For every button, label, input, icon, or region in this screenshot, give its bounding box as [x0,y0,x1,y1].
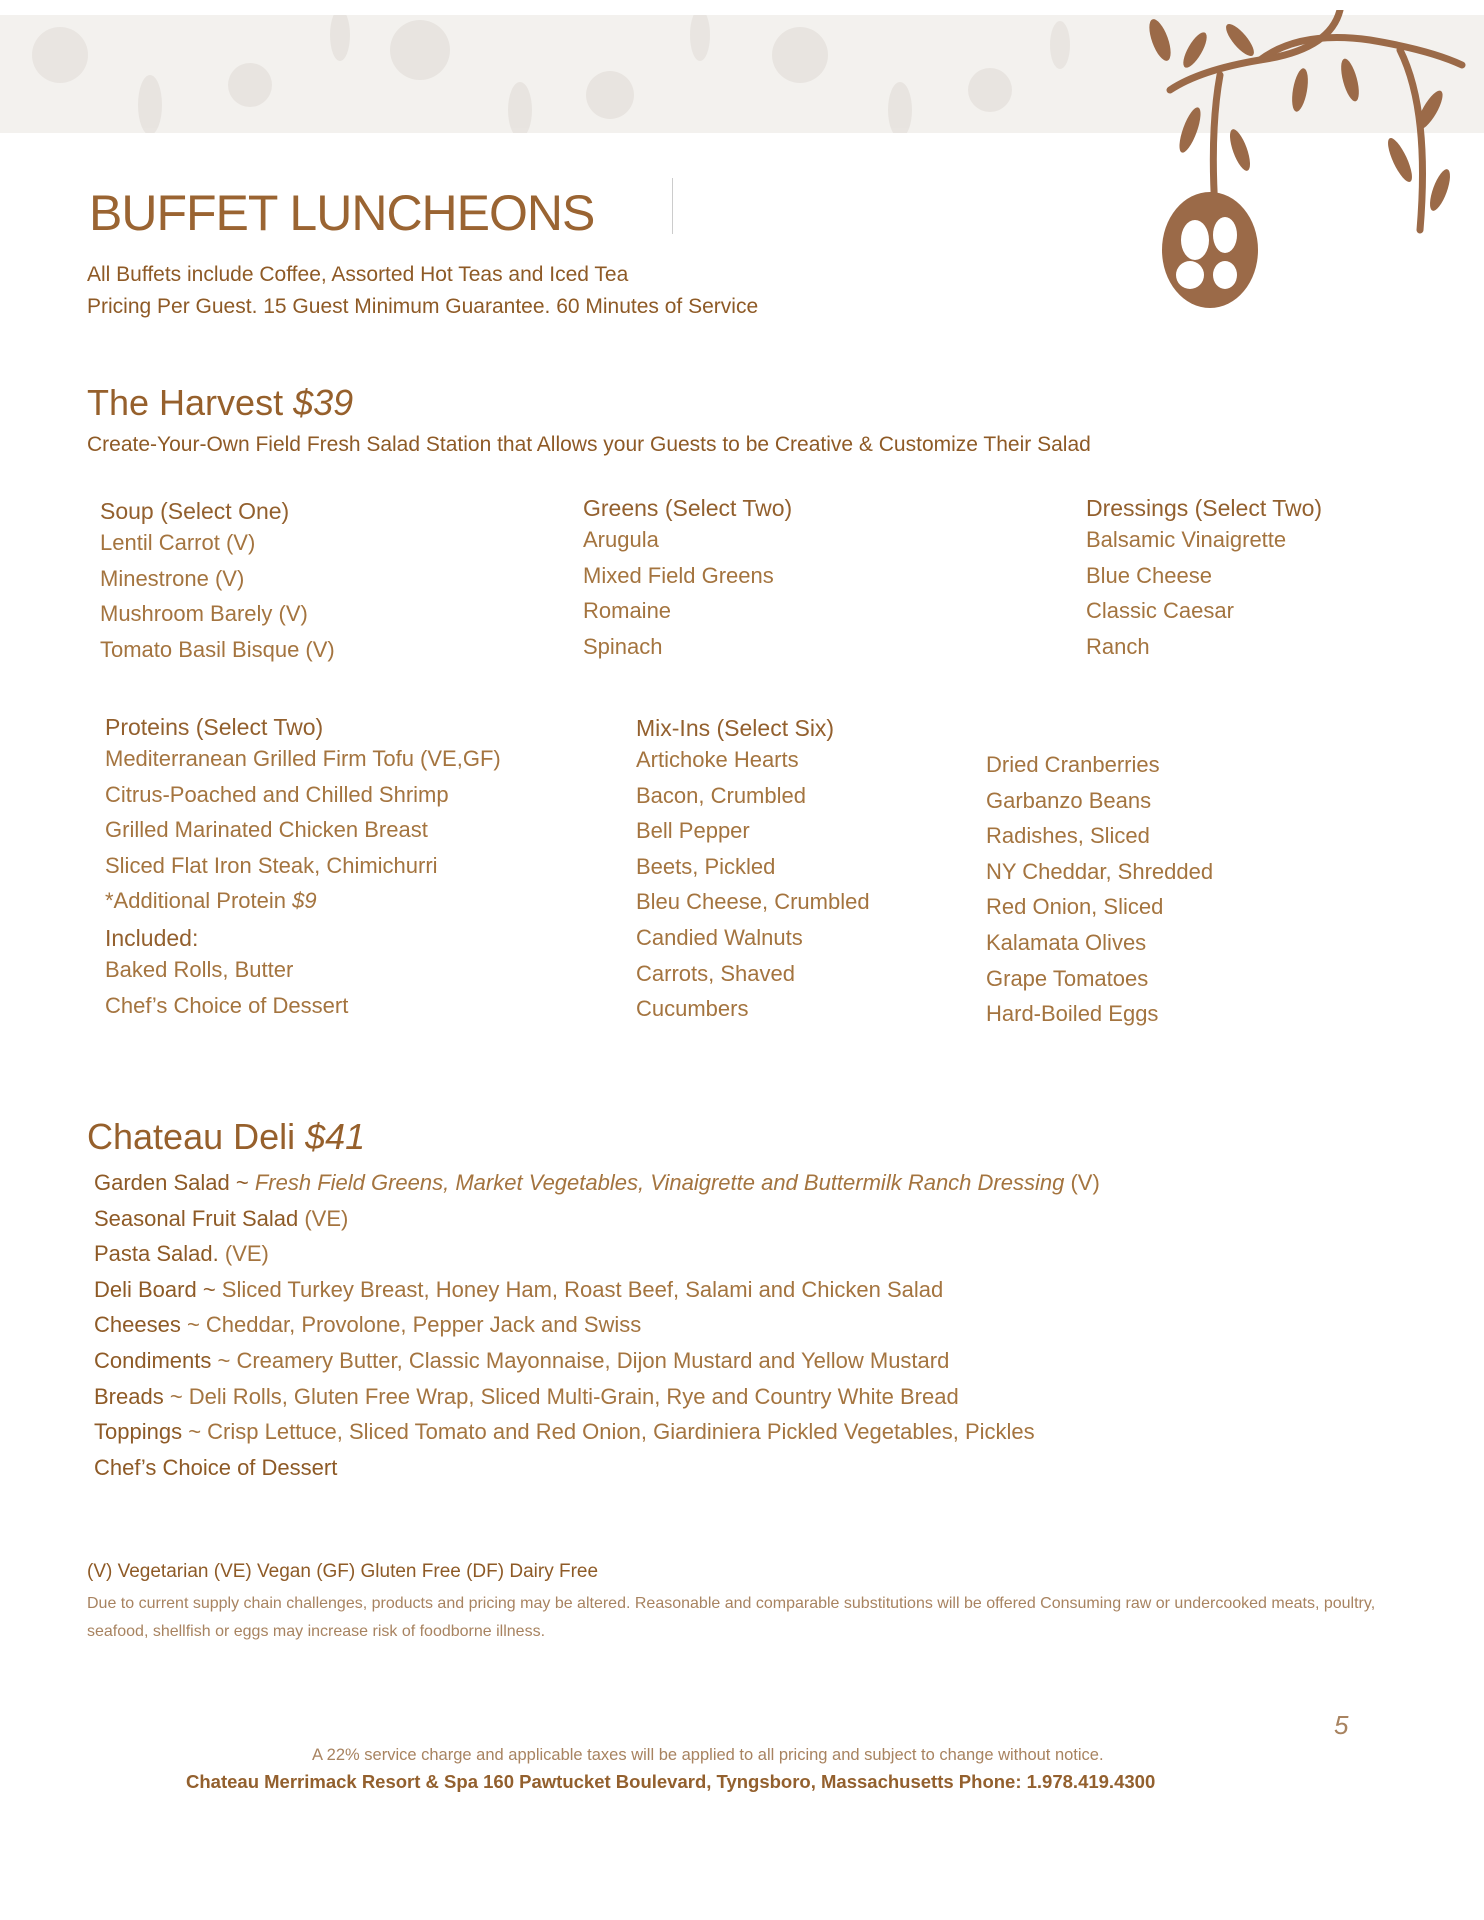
list-item: Grape Tomatoes [986,965,1149,991]
list-item: Mixed Field Greens [583,562,774,588]
disclaimer: Due to current supply chain challenges, products and pricing may be altered. Reasonable and comparable substitutions will be offered Consuming raw or undercooked meats, poultry, seafood, shellfish or eggs may increase risk of foodborne illness. [87,1595,1376,1640]
list-item: Red Onion, Sliced [986,894,1164,920]
soup-section [100,498,335,667]
deli-line-text: Sliced Turkey Breast, Honey Ham, Roast Beef, Salami and Chicken Salad [221,1276,944,1302]
pricing-note: Pricing Per Guest. 15 Guest Minimum Guarantee. 60 Minutes of Service [87,295,759,318]
deli-line-label: Breads [94,1383,164,1409]
harvest-description: Create-Your-Own Field Fresh Salad Station that Allows your Guests to be Creative & Customize Their Salad [87,433,1091,456]
included-heading: Included: [105,924,199,951]
list-item: Bell Pepper [636,818,750,844]
divider-line [672,178,673,234]
soup-heading: Soup (Select One) [100,498,290,524]
list-item: Grilled Marinated Chicken Breast [105,817,428,843]
deli-line-text: ~ Deli Rolls, Gluten Free Wrap, Sliced Multi-Grain, Rye and Country White Bread [163,1383,959,1409]
list-item: Romaine [583,598,672,624]
deli-line [94,1201,1100,1237]
list-item: Bacon, Crumbled [636,782,806,808]
proteins-heading: Proteins (Select Two) [105,714,324,740]
mixins-section-2 [986,747,1213,1032]
floral-vine-decoration [1100,10,1480,340]
deli-line-label: Seasonal Fruit Salad [94,1205,305,1231]
list-item: Classic Caesar [1086,598,1234,624]
address-line: Chateau Merrimack Resort & Spa 160 Pawtucket Boulevard, Tyngsboro, Massachusetts Phone: 1.978.419.4300 [186,1771,1156,1792]
deli-line-text: (VE) [218,1241,269,1267]
additional-protein-label: *Additional Protein [105,888,293,914]
deli-name: Chateau Deli [87,1116,306,1157]
deli-line-label: Chef’s Choice of Dessert [94,1454,338,1480]
list-item: Lentil Carrot (V) [100,530,256,555]
deli-line-description: Fresh Field Greens, Market Vegetables, Vinaigrette and Buttermilk Ranch Dressing [254,1170,1065,1195]
deli-line-label: Pasta Salad. [94,1241,219,1267]
additional-protein-price: $9 [292,888,317,914]
harvest-heading [87,382,353,424]
service-charge-note: A 22% service charge and applicable taxes will be applied to all pricing and subject to change without notice. [312,1746,1104,1764]
page-number: 5 [1334,1710,1349,1740]
list-item: Dried Cranberries [986,752,1160,777]
deli-line-label: Cheeses [94,1312,181,1338]
deli-heading [87,1116,365,1158]
deli-line [94,1236,1100,1272]
list-item: Carrots, Shaved [636,960,795,986]
deli-line [94,1414,1100,1450]
list-item: Bleu Cheese, Crumbled [636,889,870,915]
list-item: Mediterranean Grilled Firm Tofu (VE,GF) [105,746,501,771]
mixins-section [636,715,870,1027]
harvest-price: $39 [293,382,354,423]
list-item: Garbanzo Beans [986,787,1152,813]
proteins-section [105,714,501,1023]
deli-line [94,1307,1100,1343]
list-item: Baked Rolls, Butter [105,956,294,982]
list-item: Kalamata Olives [986,929,1147,955]
list-item: Beets, Pickled [636,853,776,879]
list-item: Balsamic Vinaigrette [1086,527,1287,552]
list-item: Minestrone (V) [100,565,245,591]
list-item: Tomato Basil Bisque (V) [100,636,335,662]
deli-menu [94,1165,1100,1485]
deli-price: $41 [305,1116,366,1157]
list-item: Ranch [1086,633,1150,659]
mixins-heading: Mix-Ins (Select Six) [636,715,835,741]
deli-line-label: Garden Salad ~ [94,1170,255,1195]
page-title: BUFFET LUNCHEONS [89,185,595,241]
deli-line-label: Condiments [94,1347,212,1373]
list-item: Blue Cheese [1086,562,1212,588]
deli-line-label: Toppings [94,1419,183,1445]
list-item: Spinach [583,633,663,659]
list-item: Hard-Boiled Eggs [986,1001,1159,1027]
deli-line [94,1450,1100,1486]
deli-line-text: ~ Cheddar, Provolone, Pepper Jack and Swiss [180,1312,642,1338]
deli-line-text: (V) [1064,1170,1100,1195]
dressings-section [1086,495,1322,664]
buffet-includes-note: All Buffets include Coffee, Assorted Hot Teas and Iced Tea [87,263,629,286]
deli-line [94,1165,1100,1201]
harvest-name: The Harvest [87,382,294,423]
greens-heading: Greens (Select Two) [583,495,793,521]
deli-line-text: ~ Creamery Butter, Classic Mayonnaise, Dijon Mustard and Yellow Mustard [211,1347,950,1373]
deli-line [94,1272,1100,1308]
deli-line-label: Deli Board ~ [94,1276,222,1302]
list-item: Sliced Flat Iron Steak, Chimichurri [105,852,438,878]
list-item: Chef’s Choice of Dessert [105,992,349,1018]
list-item: Mushroom Barely (V) [100,601,308,627]
deli-line-text: (VE) [304,1205,349,1231]
deli-line [94,1379,1100,1415]
list-item: NY Cheddar, Shredded [986,858,1214,884]
list-item: Cucumbers [636,996,749,1022]
dressings-heading: Dressings (Select Two) [1086,495,1323,521]
dietary-legend: (V) Vegetarian (VE) Vegan (GF) Gluten Free (DF) Dairy Free [87,1561,599,1582]
additional-protein [105,883,501,919]
list-item: Arugula [583,527,659,552]
deli-line-text: ~ Crisp Lettuce, Sliced Tomato and Red Onion, Giardiniera Pickled Vegetables, Pickles [182,1419,1035,1445]
list-item: Citrus-Poached and Chilled Shrimp [105,781,449,807]
greens-section [583,495,792,664]
deli-line [94,1343,1100,1379]
list-item: Artichoke Hearts [636,747,799,772]
list-item: Radishes, Sliced [986,823,1150,849]
list-item: Candied Walnuts [636,924,803,950]
